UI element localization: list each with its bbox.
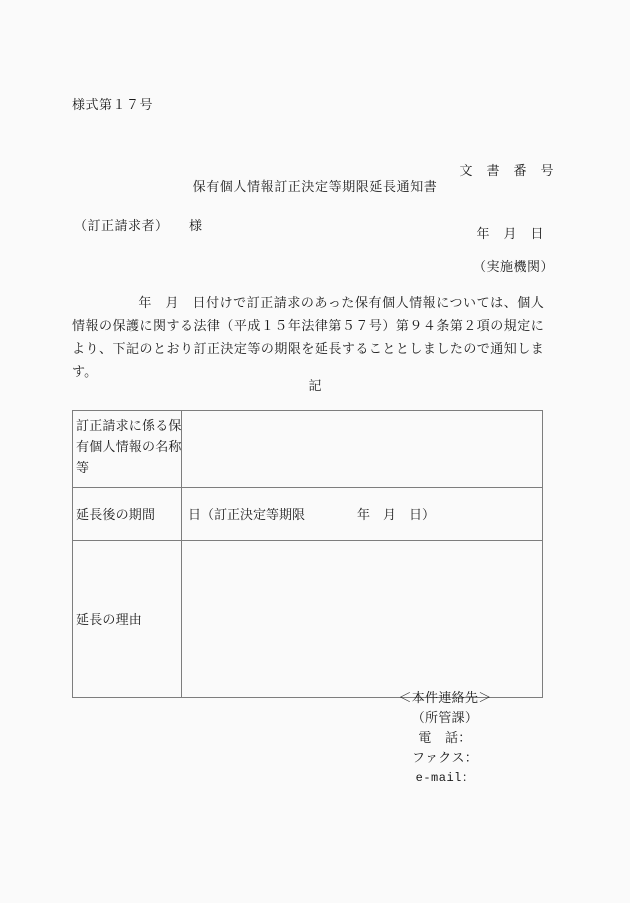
contact-block (330, 688, 560, 788)
form-number: 様式第１７号 (72, 97, 154, 112)
contact-phone: 電 話： (418, 730, 472, 745)
row-value-information-name[interactable] (182, 411, 543, 488)
document-date-label: 年 月 日 (476, 226, 544, 241)
contact-department: （所管課） (411, 710, 479, 725)
recipient-line: （訂正請求者） 様 (74, 218, 203, 233)
document-number-label: 文 書 番 号 (459, 163, 554, 178)
row-value-extension-reason[interactable] (182, 541, 543, 698)
row-label-extension-reason: 延長の理由 (73, 541, 182, 698)
label-line-3: 等 (76, 460, 90, 475)
table-row-extension-reason (73, 541, 543, 698)
issuer-line: （実施機関） (472, 259, 554, 274)
label-line-2: 有個人情報の名称 (76, 439, 182, 454)
table-row-extended-period (73, 488, 543, 541)
ki-marker: 記 (308, 378, 322, 393)
contact-heading: ＜本件連絡先＞ (398, 690, 492, 705)
body-line-lead: 年 月 日付けで訂正請求のあった保有個人情報については、個人情報の保護 (72, 295, 544, 333)
row-label-extended-period: 延長後の期間 (73, 488, 182, 541)
label-line-1: 訂正請求に係る保 (76, 418, 182, 433)
page-title: 保有個人情報訂正決定等期限延長通知書 (192, 179, 438, 194)
notification-table (72, 410, 543, 698)
table-row-information-name (73, 411, 543, 488)
contact-fax: ファクス： (411, 750, 479, 765)
row-value-extended-period[interactable]: 日（訂正決定等期限 年 月 日） (182, 488, 543, 541)
row-label-information-name (73, 411, 182, 488)
body-paragraph (72, 291, 544, 383)
contact-email: e-mail： (415, 771, 475, 785)
body-line-rest: に関する法律（平成１５年法律第５７号）第９４条第２項の規定により、下記のとおり訂正決定等の期限を延長することとしましたので通知します。 (72, 318, 544, 379)
